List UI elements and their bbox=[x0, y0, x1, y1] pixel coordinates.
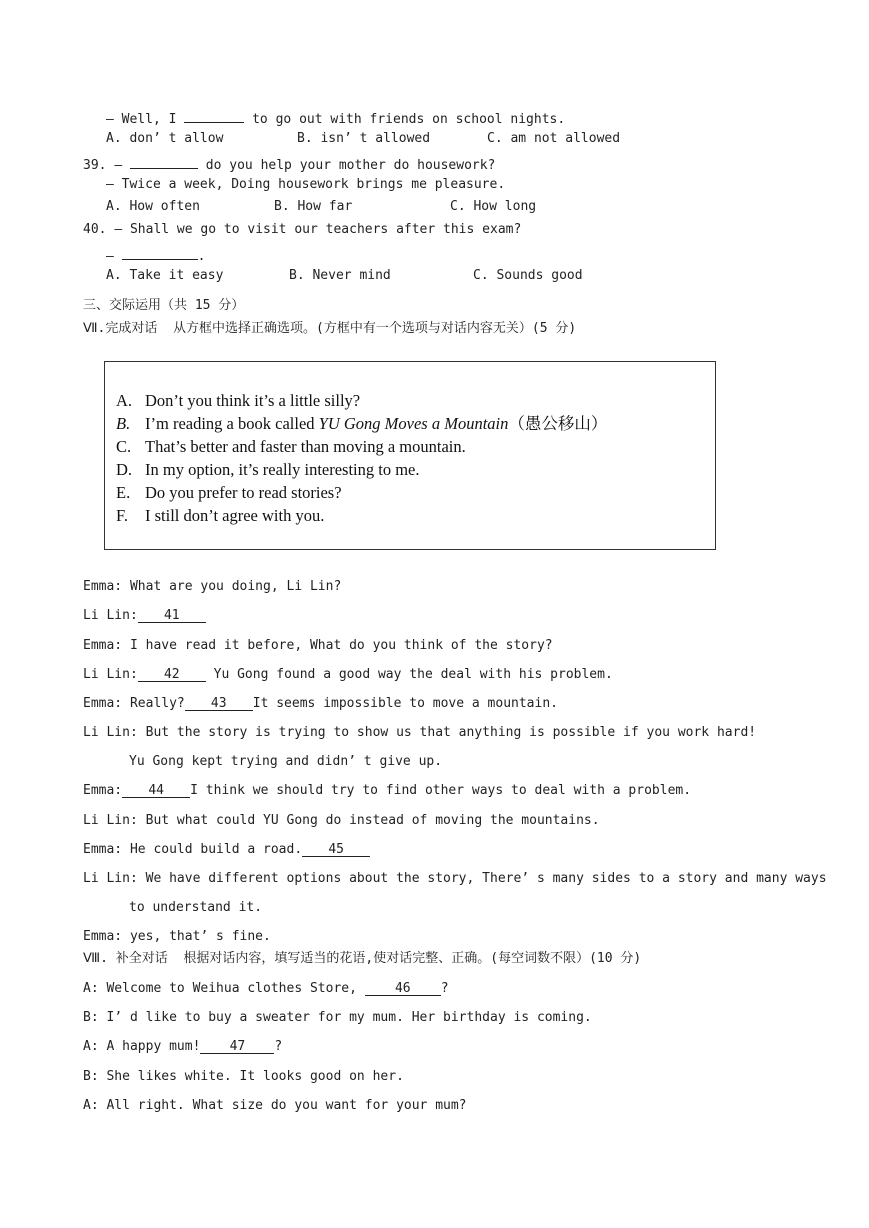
box-option-b: B. I’m reading a book called YU Gong Moves a Mountain（愚公移山） bbox=[116, 414, 608, 433]
q40-blank[interactable] bbox=[122, 245, 198, 260]
blank-44[interactable]: 44 bbox=[122, 783, 190, 798]
q38-option-b: B. isn’ t allowed bbox=[297, 131, 431, 146]
dialogue7-line-7: Emma: 44 I think we should try to find other ways to deal with a problem. bbox=[83, 783, 692, 798]
q39-option-a: A. How often bbox=[106, 199, 200, 214]
section-7-title: Ⅶ.完成对话 从方框中选择正确选项。(方框中有一个选项与对话内容无关）(5 分) bbox=[83, 321, 577, 336]
section-8-title: Ⅷ. 补全对话 根据对话内容，填写适当的花语,使对话完整、正确。(每空词数不限）(10 分) bbox=[83, 951, 642, 966]
dialogue7-line-11: Emma: yes, that’ s fine. bbox=[83, 929, 271, 944]
blank-43[interactable]: 43 bbox=[185, 696, 253, 711]
dialogue7-line-9: Emma: He could build a road. 45 bbox=[83, 842, 370, 858]
blank-47[interactable]: 47 bbox=[200, 1039, 274, 1054]
q38-option-a: A. don’ t allow bbox=[106, 131, 224, 146]
dialogue7-line-1: Emma: What are you doing, Li Lin? bbox=[83, 579, 342, 594]
dialogue8-line-3: A: A happy mum! 47 ? bbox=[83, 1039, 283, 1054]
blank-45[interactable]: 45 bbox=[302, 842, 370, 857]
q39-option-b: B. How far bbox=[274, 199, 353, 214]
q38-blank[interactable] bbox=[184, 108, 244, 123]
q40-reply: — . bbox=[106, 245, 205, 265]
box-option-c: C. That’s better and faster than moving a mountain. bbox=[116, 437, 466, 456]
dialogue8-line-4: B: She likes white. It looks good on her. bbox=[83, 1069, 404, 1084]
q38-option-c: C. am not allowed bbox=[487, 131, 621, 146]
dialogue7-line-3: Emma: I have read it before, What do you think of the story? bbox=[83, 638, 553, 653]
box-option-e: E. Do you prefer to read stories? bbox=[116, 483, 342, 502]
dialogue7-line-2: Li Lin: 41 bbox=[83, 608, 206, 624]
q40-option-b: B. Never mind bbox=[289, 268, 391, 283]
q39-reply: — Twice a week, Doing housework brings me pleasure. bbox=[106, 177, 506, 192]
dialogue8-line-5: A: All right. What size do you want for your mum? bbox=[83, 1098, 467, 1113]
dialogue7-line-6: Li Lin: But the story is trying to show us that anything is possible if you work hard! bbox=[83, 725, 757, 740]
q40-option-a: A. Take it easy bbox=[106, 268, 224, 283]
blank-42[interactable]: 42 bbox=[138, 667, 206, 682]
dialogue7-line-6b: Yu Gong kept trying and didn’ t give up. bbox=[129, 754, 443, 769]
box-option-f: F. I still don’t agree with you. bbox=[116, 506, 325, 525]
q39-blank[interactable] bbox=[130, 154, 198, 169]
q38-prompt: — Well, I to go out with friends on school nights. bbox=[106, 108, 565, 128]
dialogue8-line-2: B: I’ d like to buy a sweater for my mum. Her birthday is coming. bbox=[83, 1010, 592, 1025]
dialogue7-line-8: Li Lin: But what could YU Gong do instead of moving the mountains. bbox=[83, 813, 600, 828]
options-box bbox=[104, 361, 716, 550]
blank-46[interactable]: 46 bbox=[365, 981, 441, 996]
dialogue7-line-10: Li Lin: We have different options about the story, There’ s many sides to a story and many ways bbox=[83, 871, 827, 886]
q40-option-c: C. Sounds good bbox=[473, 268, 583, 283]
box-option-a: A. Don’t you think it’s a little silly? bbox=[116, 391, 361, 410]
dialogue8-line-1: A: Welcome to Weihua clothes Store, 46 ? bbox=[83, 981, 449, 996]
q39-prompt: 39. — do you help your mother do housework? bbox=[83, 154, 495, 174]
box-option-d: D. In my option, it’s really interesting to me. bbox=[116, 460, 420, 479]
q40-prompt: 40. — Shall we go to visit our teachers after this exam? bbox=[83, 222, 522, 237]
q39-option-c: C. How long bbox=[450, 199, 537, 214]
dialogue7-line-4: Li Lin: 42 Yu Gong found a good way the deal with his problem. bbox=[83, 667, 613, 682]
section-3-title: 三、交际运用（共 15 分） bbox=[83, 298, 245, 313]
dialogue7-line-10b: to understand it. bbox=[129, 900, 263, 915]
dialogue7-line-5: Emma: Really? 43 It seems impossible to move a mountain. bbox=[83, 696, 558, 711]
blank-41[interactable]: 41 bbox=[138, 608, 206, 623]
